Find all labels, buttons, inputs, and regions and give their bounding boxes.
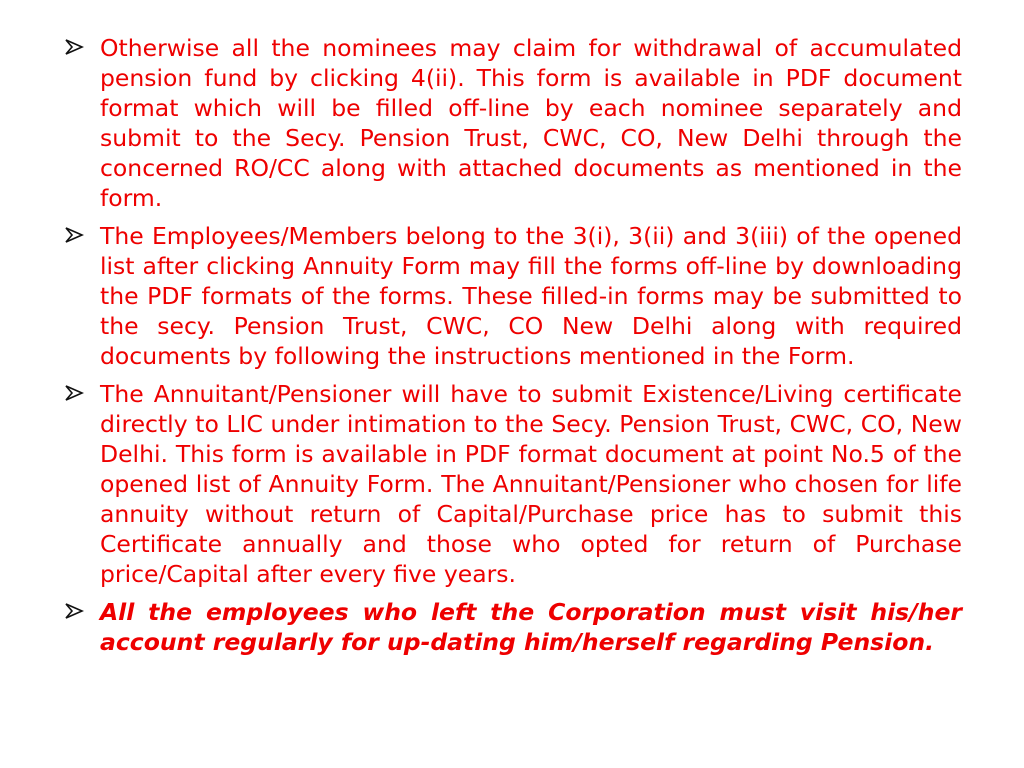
- arrowhead-bullet-icon: [64, 225, 84, 245]
- bullet-text: The Annuitant/Pensioner will have to submit Existence/Living certificate directly to LIC under intimation to the Secy. Pension Trust, CWC, CO, New Delhi. This form is available in PDF format document at point No.5 of the opened list of Annuity Form. The Annuitant/Pensioner who chosen for life annuity without return of Capital/Purchase price has to submit this Certificate annually and those who opted for return of Purchase price/Capital after every five years.: [100, 380, 962, 588]
- arrowhead-bullet-icon: [64, 383, 84, 403]
- bullet-item-annuity-forms: [60, 221, 962, 371]
- bullet-text: Otherwise all the nominees may claim for withdrawal of accumulated pension fund by clicking 4(ii). This form is available in PDF document format which will be filled off-line by each nominee separately and submit to the Secy. Pension Trust, CWC, CO, New Delhi through the concerned RO/CC along with attached documents as mentioned in the form.: [100, 34, 962, 212]
- bullet-text-emphasis: All the employees who left the Corporation must visit his/her account regularly for up-dating him/herself regarding Pension.: [100, 598, 962, 656]
- arrowhead-bullet-icon: [64, 37, 84, 57]
- bullet-list: [60, 33, 962, 665]
- bullet-item-account-reminder: [60, 597, 962, 657]
- bullet-item-nominee-withdrawal: [60, 33, 962, 213]
- bullet-text: The Employees/Members belong to the 3(i), 3(ii) and 3(iii) of the opened list after clicking Annuity Form may fill the forms off-line by downloading the PDF formats of the forms. These filled-in forms may be submitted to the secy. Pension Trust, CWC, CO New Delhi along with required documents by following the instructions mentioned in the Form.: [100, 222, 962, 370]
- bullet-item-existence-certificate: [60, 379, 962, 589]
- arrowhead-bullet-icon: [64, 601, 84, 621]
